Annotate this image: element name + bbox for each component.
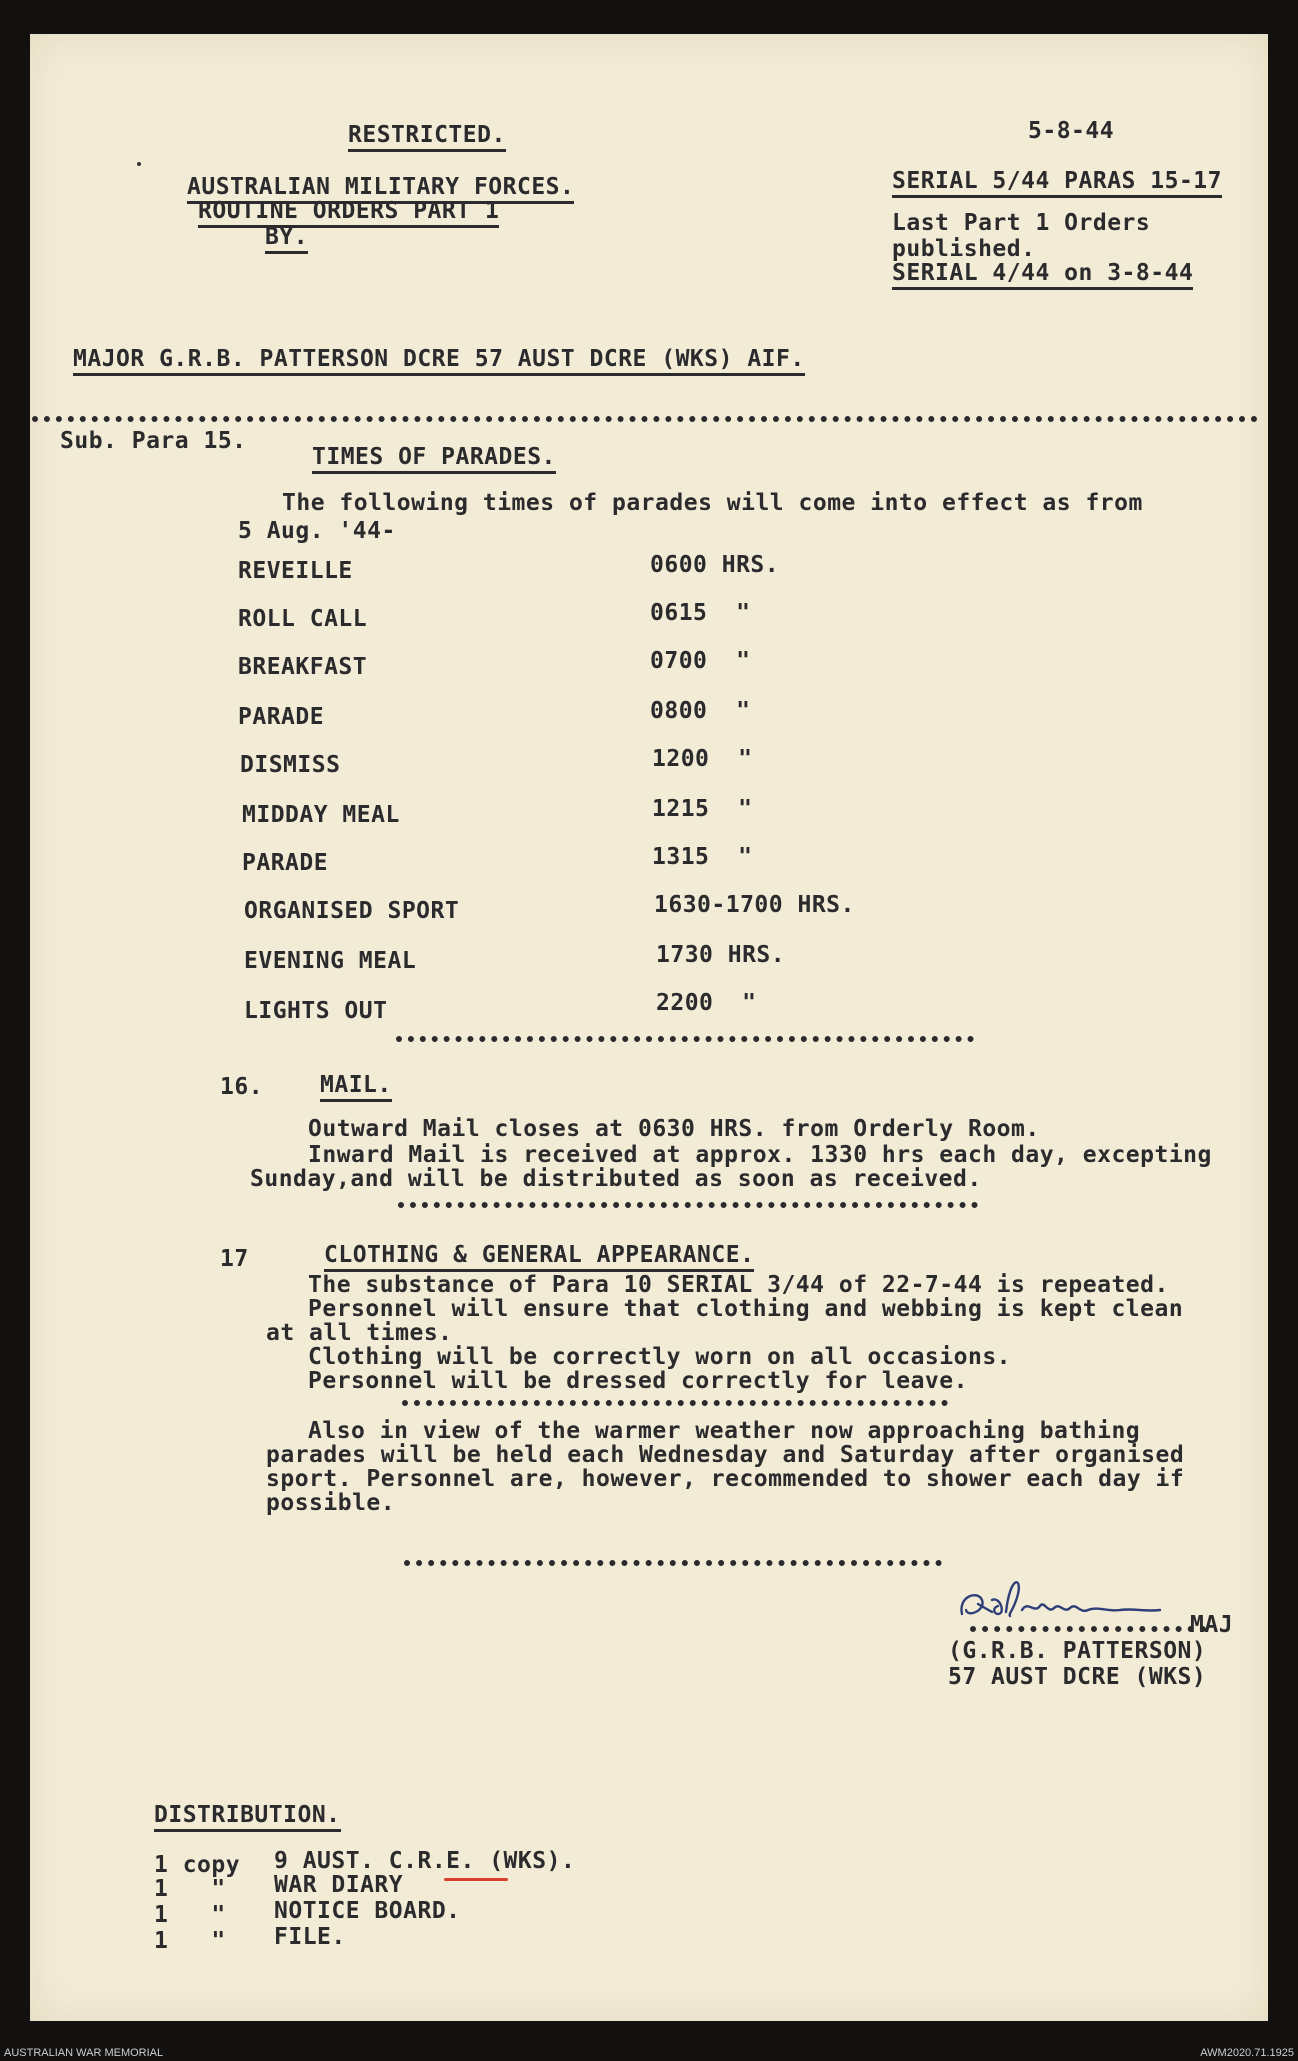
distribution-recipient: WAR DIARY (274, 1872, 404, 1898)
issuer-line: MAJOR G.R.B. PATTERSON DCRE 57 AUST DCRE (WKS) AIF. (73, 346, 805, 376)
org-line-2: ROUTINE ORDERS PART 1 (198, 198, 499, 228)
para16-line-2: Inward Mail is received at approx. 1330 hrs each day, excepting (308, 1142, 1212, 1168)
distribution-recipient: 9 AUST. C.R.E. (WKS). (274, 1848, 576, 1874)
distribution-recipient: FILE. (274, 1924, 346, 1950)
para15-intro-1: The following times of parades will come into effect as from (282, 490, 1143, 516)
para15-heading: TIMES OF PARADES. (312, 444, 556, 474)
archive-credit: AUSTRALIAN WAR MEMORIAL (4, 2047, 164, 2059)
schedule-name: PARADE (238, 704, 325, 730)
last-orders-line-3: SERIAL 4/44 on 3-8-44 (892, 260, 1193, 290)
para16-number: 16. (220, 1074, 264, 1100)
para17-line-3: at all times. (266, 1320, 453, 1346)
schedule-time: 0700 " (650, 648, 751, 674)
para17-heading: CLOTHING & GENERAL APPEARANCE. (324, 1242, 754, 1272)
schedule-name: ROLL CALL (238, 606, 368, 632)
last-orders-line-1: Last Part 1 Orders (892, 210, 1151, 236)
schedule-time: 2200 " (656, 990, 757, 1016)
para17-line-8: sport. Personnel are, however, recommended to shower each day if (266, 1466, 1185, 1492)
para17-line-2: Personnel will ensure that clothing and webbing is kept clean (308, 1296, 1184, 1322)
divider-dots (402, 1400, 948, 1406)
schedule-name: EVENING MEAL (244, 948, 417, 974)
schedule-time: 1630-1700 HRS. (654, 892, 855, 918)
distribution-recipient: NOTICE BOARD. (274, 1898, 461, 1924)
schedule-time: 0800 " (650, 698, 751, 724)
para17-line-1: The substance of Para 10 SERIAL 3/44 of 22-7-44 is repeated. (308, 1272, 1169, 1298)
schedule-time: 1200 " (652, 746, 753, 772)
schedule-name: MIDDAY MEAL (242, 802, 400, 828)
schedule-name: ORGANISED SPORT (244, 898, 460, 924)
last-orders-line-2: published. (892, 236, 1036, 262)
signatory-rank: MAJ (1190, 1612, 1234, 1638)
divider-dots (396, 1036, 974, 1042)
para16-line-1: Outward Mail closes at 0630 HRS. from Orderly Room. (308, 1116, 1040, 1142)
red-pencil-mark (444, 1878, 508, 1881)
schedule-time: 1730 HRS. (656, 942, 786, 968)
document-page (30, 34, 1268, 2021)
para17-line-7: parades will be held each Wednesday and Saturday after organised (266, 1442, 1185, 1468)
para16-line-3: Sunday,and will be distributed as soon as received. (250, 1166, 982, 1192)
para17-number: 17 (220, 1246, 249, 1272)
schedule-time: 0600 HRS. (650, 552, 780, 578)
schedule-time: 0615 " (650, 600, 751, 626)
distribution-qty: 1 copy (154, 1852, 241, 1878)
para15-intro-2: 5 Aug. '44- (238, 518, 396, 544)
restricted-label: RESTRICTED. (348, 122, 506, 152)
para17-line-9: possible. (266, 1490, 396, 1516)
signatory-unit: 57 AUST DCRE (WKS) (948, 1664, 1207, 1690)
schedule-time: 1315 " (652, 844, 753, 870)
archive-reference: AWM2020.71.1925 (1200, 2047, 1294, 2059)
distribution-heading: DISTRIBUTION. (154, 1802, 341, 1832)
schedule-name: REVEILLE (238, 558, 353, 584)
schedule-name: PARADE (242, 850, 329, 876)
signature-line (970, 1626, 1206, 1632)
para17-line-4: Clothing will be correctly worn on all occasions. (308, 1344, 1012, 1370)
serial-number: SERIAL 5/44 PARAS 15-17 (892, 168, 1222, 198)
distribution-qty: 1 " (154, 1928, 226, 1954)
distribution-qty: 1 " (154, 1902, 226, 1928)
order-date: 5-8-44 (1028, 118, 1115, 144)
para17-line-5: Personnel will be dressed correctly for leave. (308, 1368, 968, 1394)
divider-dots (32, 416, 1258, 422)
org-line-1: AUSTRALIAN MILITARY FORCES. (187, 174, 574, 204)
divider-dots (404, 1560, 942, 1566)
para15-label: Sub. Para 15. (60, 428, 247, 454)
schedule-name: DISMISS (240, 752, 341, 778)
signatory-name: (G.R.B. PATTERSON) (948, 1638, 1207, 1664)
org-line-3: BY. (265, 224, 308, 254)
schedule-name: LIGHTS OUT (244, 998, 388, 1024)
divider-dots (398, 1202, 978, 1208)
schedule-name: BREAKFAST (238, 654, 368, 680)
para16-heading: MAIL. (320, 1072, 392, 1102)
ink-speck (137, 162, 141, 166)
distribution-qty: 1 " (154, 1876, 226, 1902)
para17-line-6: Also in view of the warmer weather now approaching bathing (308, 1418, 1141, 1444)
schedule-time: 1215 " (652, 796, 753, 822)
